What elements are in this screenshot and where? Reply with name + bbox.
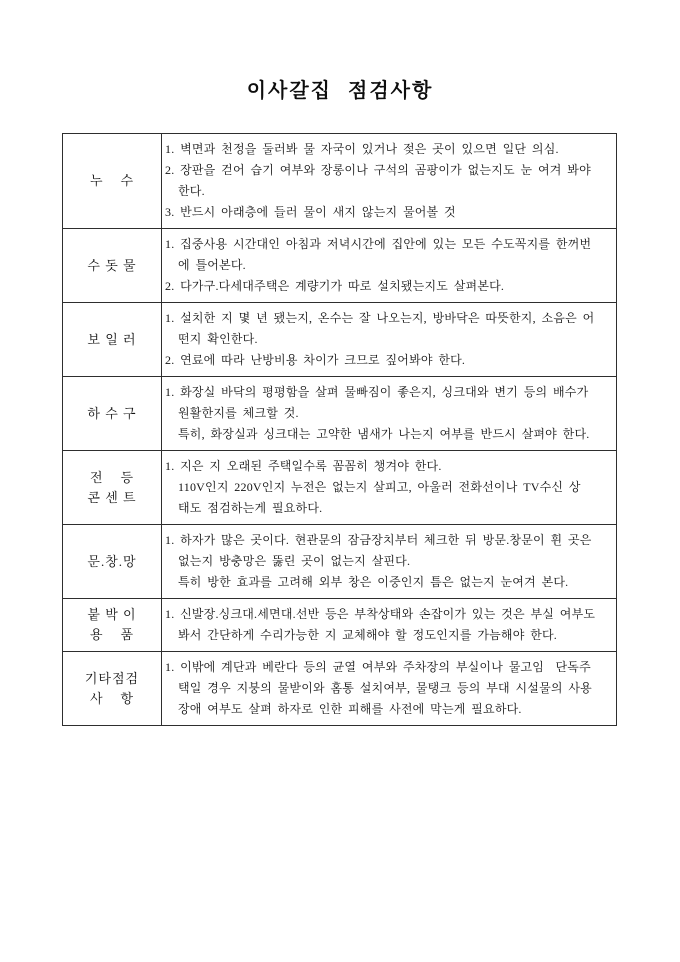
checklist-table <box>62 133 617 726</box>
table-row <box>63 303 617 377</box>
content-line: 태도 점검하는게 필요하다. <box>178 501 323 515</box>
content-line: 2. 연료에 따라 난방비용 차이가 크므로 짚어봐야 한다. <box>165 353 466 367</box>
category-cell <box>63 525 162 599</box>
content-line: 3. 반드시 아래층에 들러 물이 새지 않는지 물어볼 것 <box>165 205 456 219</box>
table-row <box>63 525 617 599</box>
content-line: 1. 집중사용 시간대인 아침과 저녁시간에 집안에 있는 모든 수도꼭지를 한꺼번 <box>165 237 592 251</box>
content-line: 2. 다가구.다세대주택은 계량기가 따로 설치됐는지도 살펴본다. <box>165 279 505 293</box>
content-cell <box>162 525 617 599</box>
category-line: 문.창.망 <box>87 553 137 569</box>
content-cell <box>162 652 617 726</box>
content-line: 특히 방한 효과를 고려해 외부 창은 이중인지 틈은 없는지 눈여겨 본다. <box>178 575 569 589</box>
content-line: 1. 신발장.싱크대.세면대.선반 등은 부착상태와 손잡이가 있는 것은 부실 여부도 <box>165 607 596 621</box>
content-line: 택일 경우 지붕의 물받이와 홈통 설치여부, 물탱크 등의 부대 시설물의 사용 <box>178 681 592 695</box>
content-line: 원활한지를 체크할 것. <box>178 406 299 420</box>
category-cell <box>63 451 162 525</box>
table-row <box>63 377 617 451</box>
category-line: 콘 센 트 <box>87 489 137 505</box>
content-line: 110V인지 220V인지 누전은 없는지 살피고, 아울러 전화선이나 TV수신 상 <box>178 480 581 494</box>
category-cell <box>63 303 162 377</box>
category-line: 전 등 <box>89 469 135 485</box>
category-cell <box>63 134 162 229</box>
category-line: 용 품 <box>89 627 135 642</box>
category-cell <box>63 652 162 726</box>
content-line: 없는지 방충망은 뚫린 곳이 없는지 살핀다. <box>178 554 411 568</box>
content-cell <box>162 229 617 303</box>
content-line: 한다. <box>178 184 205 198</box>
table-row <box>63 451 617 525</box>
category-line: 사 항 <box>89 690 135 706</box>
content-line: 1. 하자가 많은 곳이다. 현관문의 잠금장치부터 체크한 뒤 방문.창문이 휜 곳은 <box>165 533 592 547</box>
content-line: 장애 여부도 살펴 하자로 인한 피해를 사전에 막는게 필요하다. <box>178 702 522 716</box>
category-line: 붙 박 이 <box>87 607 137 622</box>
content-line: 1. 설치한 지 몇 년 됐는지, 온수는 잘 나오는지, 방바닥은 따뜻한지, 소음은 어 <box>165 311 595 325</box>
content-cell <box>162 134 617 229</box>
table-row <box>63 599 617 652</box>
category-cell <box>63 229 162 303</box>
category-line: 보 일 러 <box>87 331 137 347</box>
content-line: 1. 지은 지 오래된 주택일수록 꼼꼼히 챙겨야 한다. <box>165 459 442 473</box>
content-line: 1. 이밖에 계단과 베란다 등의 균열 여부와 주차장의 부실이나 물고임 단독주 <box>165 660 591 674</box>
page-title: 이사갈집 점검사항 <box>246 80 434 102</box>
content-cell <box>162 303 617 377</box>
table-row <box>63 652 617 726</box>
content-line: 떤지 확인한다. <box>178 332 258 346</box>
content-cell <box>162 377 617 451</box>
table-row <box>63 134 617 229</box>
checklist-table-body <box>63 134 617 726</box>
category-line: 기타점검 <box>84 670 140 686</box>
content-line: 1. 벽면과 천정을 둘러봐 물 자국이 있거나 젖은 곳이 있으면 일단 의심. <box>165 142 559 156</box>
content-line: 에 틀어본다. <box>178 258 246 272</box>
content-line: 2. 장판을 걷어 습기 여부와 장롱이나 구석의 곰팡이가 없는지도 눈 여겨 봐야 <box>165 163 591 177</box>
content-cell <box>162 599 617 652</box>
content-cell <box>162 451 617 525</box>
category-line: 하 수 구 <box>87 405 137 421</box>
content-line: 1. 화장실 바닥의 평평함을 살펴 물빠짐이 좋은지, 싱크대와 변기 등의 배수가 <box>165 385 589 399</box>
category-line: 수 돗 물 <box>87 257 137 273</box>
table-row <box>63 229 617 303</box>
content-line: 특히, 화장실과 싱크대는 고약한 냄새가 나는지 여부를 반드시 살펴야 한다. <box>178 427 590 441</box>
content-line: 봐서 간단하게 수리가능한 지 교체해야 할 정도인지를 가늠해야 한다. <box>178 628 557 642</box>
category-cell <box>63 377 162 451</box>
category-line: 누 수 <box>89 173 135 188</box>
category-cell <box>63 599 162 652</box>
